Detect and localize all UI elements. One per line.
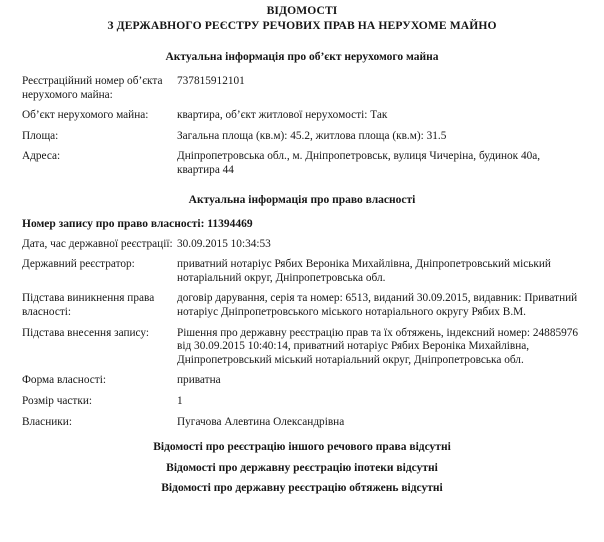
field-label: Форма власності: [22, 374, 107, 387]
field-label: Підстава внесення запису: [22, 326, 150, 339]
field-label: Об’єкт нерухомого майна: [22, 109, 149, 122]
field-label: Дата, час державної реєстрації: [22, 237, 173, 250]
ownership-details-table [22, 238, 582, 430]
field-label: Державний реєстратор: [22, 258, 135, 271]
table-row [22, 292, 582, 326]
table-row [22, 109, 582, 130]
field-label: Реєстраційний номер об’єкта нерухомого майна: [22, 75, 163, 101]
table-row [22, 374, 582, 395]
table-row [22, 238, 582, 259]
footer-notice-mortgage: Відомості про державну реєстрацію іпотеки відсутні [166, 461, 438, 474]
spacer [22, 64, 582, 75]
field-value: приватний нотаріус Рябих Вероніка Михайлівна, Дніпропетровський міський нотаріальний округ, Дніпропетровська обл. [177, 258, 551, 284]
field-label: Розмір частки: [22, 394, 93, 407]
table-row [22, 258, 582, 292]
table-row [22, 395, 582, 416]
footer-notices [22, 437, 582, 499]
field-value: 30.09.2015 10:34:53 [177, 237, 271, 250]
field-value: договір дарування, серія та номер: 6513, виданий 30.09.2015, видавник: Приватний нотаріус Дніпропетровського міського нотаріального округу Рябих В.М. [177, 292, 578, 318]
field-label: Власники: [22, 415, 72, 428]
spacer [22, 429, 582, 437]
field-value: квартира, об’єкт житлової нерухомості: Так [177, 109, 388, 122]
spacer [22, 207, 582, 217]
field-value: 1 [177, 394, 183, 407]
field-label: Адреса: [22, 150, 61, 163]
field-value: Дніпропетровська обл., м. Дніпропетровськ, вулиця Чичеріна, будинок 40а, квартира 44 [177, 150, 541, 176]
table-row [22, 75, 582, 109]
document-title [22, 4, 582, 33]
footer-notice-encumbrances: Відомості про державну реєстрацію обтяжень відсутні [161, 482, 443, 495]
table-row [22, 416, 582, 430]
document-title-line-2: З ДЕРЖАВНОГО РЕЄСТРУ РЕЧОВИХ ПРАВ НА НЕРУХОМЕ МАЙНО [107, 18, 497, 32]
ownership-section-heading: Актуальна інформація про право власності [188, 193, 416, 206]
table-row [22, 150, 582, 177]
field-label: Підстава виникнення права власності: [22, 292, 155, 318]
table-row [22, 327, 582, 375]
field-label: Площа: [22, 129, 59, 142]
spacer [22, 231, 582, 238]
spacer [22, 33, 582, 50]
ownership-record-number: Номер запису про право власності: 11394469 [22, 217, 253, 230]
table-row [22, 130, 582, 151]
field-value: Пугачова Алевтина Олександрівна [177, 415, 345, 428]
property-section-heading: Актуальна інформація про об’єкт нерухомого майна [165, 51, 439, 63]
field-value: приватна [177, 374, 221, 387]
property-details-table [22, 75, 582, 178]
spacer [22, 178, 582, 193]
field-value: 737815912101 [177, 75, 245, 87]
field-value: Загальна площа (кв.м): 45.2, житлова площа (кв.м): 31.5 [177, 129, 447, 142]
footer-notice-other-rights: Відомості про реєстрацію іншого речового права відсутні [153, 441, 451, 454]
field-value: Рішення про державну реєстрацію прав та їх обтяжень, індексний номер: 24885976 від 30.09.2015 10:40:14, приватний нотаріус Рябих Вероніка Михайлівна, Дніпропетровський міський нотаріальний округ, Дніпропетровська обл. [177, 326, 579, 366]
document-title-line-1: ВІДОМОСТІ [266, 4, 338, 17]
